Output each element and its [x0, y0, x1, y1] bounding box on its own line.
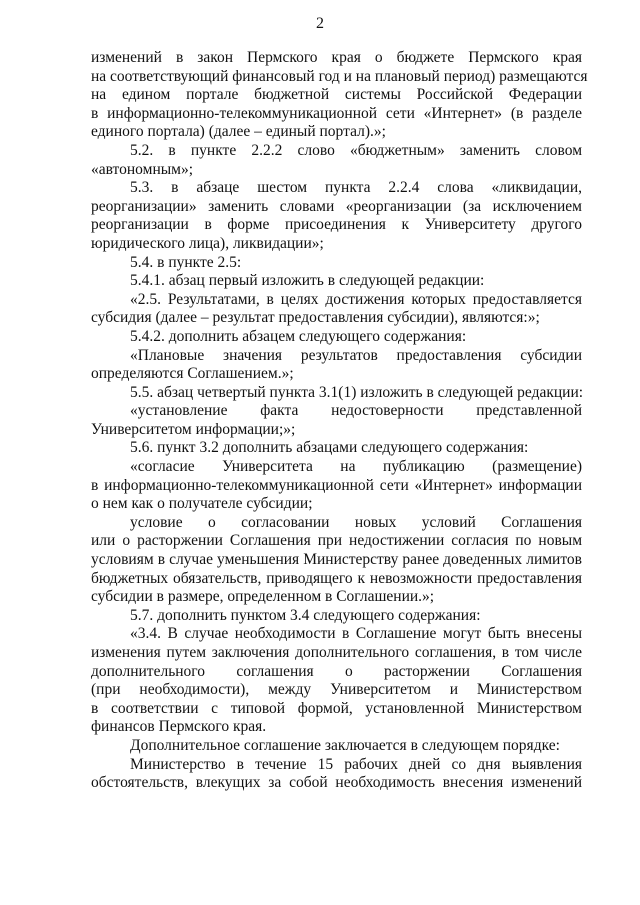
text-line: на соответствующий финансовый год и на плановый период) размещаются — [91, 67, 588, 85]
text-line: 5.4.1. абзац первый изложить в следующей редакции: — [130, 272, 485, 290]
text-line: определяются Соглашением.»; — [91, 365, 294, 383]
text-line: условиям в случае уменьшения Министерству ранее доведенных лимитов — [91, 551, 582, 569]
text-line: в информационно-телекоммуникационной сети «Интернет» информации — [91, 476, 582, 494]
text-line: «автономным»; — [91, 160, 194, 178]
text-line: в соответствии с типовой формой, установленной Министерством — [91, 699, 582, 717]
text-line: Министерство в течение 15 рабочих дней со дня выявления — [130, 755, 582, 773]
text-line: на едином портале бюджетной системы Российской Федерации — [91, 86, 582, 104]
text-line: 5.7. дополнить пунктом 3.4 следующего содержания: — [130, 606, 481, 624]
page-number: 2 — [316, 15, 324, 32]
text-line: изменения путем заключения дополнительного соглашения, в том числе — [91, 644, 582, 661]
text-line: 5.4.2. дополнить абзацем следующего содержания: — [130, 327, 467, 345]
text-line: реорганизации в форме присоединения к Университету другого — [91, 216, 582, 234]
text-line: 5.2. в пункте 2.2.2 слово «бюджетным» заменить словом — [130, 141, 582, 159]
text-line: 5.3. в абзаце шестом пункта 2.2.4 слова «ликвидации, — [130, 179, 582, 197]
text-line: 5.4. в пункте 2.5: — [130, 253, 242, 271]
text-line: «Плановые значения результатов предоставления субсидии — [130, 346, 582, 364]
text-line: изменений в закон Пермского края о бюджете Пермского края — [91, 49, 582, 66]
text-line: финансов Пермского края. — [91, 718, 267, 736]
text-line: 5.6. пункт 3.2 дополнить абзацами следующего содержания: — [130, 439, 529, 457]
text-line: о нем как о получателе субсидии; — [91, 495, 313, 513]
text-line: субсидии в размере, определенном в Соглашении.»; — [91, 588, 435, 606]
text-line: условие о согласовании новых условий Соглашения — [130, 513, 582, 531]
text-line: реорганизации» заменить словами «реорганизации (за исключением — [91, 197, 582, 215]
text-line: единого портала) (далее – единый портал).»; — [91, 123, 386, 141]
text-line: Университетом информации;»; — [91, 420, 296, 438]
text-line: «3.4. В случае необходимости в Соглашение могут быть внесены — [130, 625, 582, 643]
text-line: Дополнительное соглашение заключается в следующем порядке: — [130, 736, 560, 754]
document-body — [91, 49, 588, 793]
text-line: «2.5. Результатами, в целях достижения которых предоставляется — [130, 290, 582, 308]
text-line: (при необходимости), между Университетом и Министерством — [91, 681, 582, 699]
text-line: «согласие Университета на публикацию (размещение) — [130, 458, 582, 476]
text-line: обстоятельств, влекущих за собой необходимость внесения изменений — [91, 774, 582, 792]
text-line: бюджетных обязательств, приводящего к невозможности предоставления — [91, 569, 582, 587]
text-line: «установление факта недостоверности представленной — [130, 402, 582, 420]
text-line: юридического лица), ликвидации»; — [91, 234, 324, 252]
text-line: 5.5. абзац четвертый пункта 3.1(1) изложить в следующей редакции: — [130, 383, 584, 401]
text-line: субсидия (далее – результат предоставления субсидии), являются:»; — [91, 309, 540, 327]
text-line: или о расторжении Соглашения при недостижении согласия по новым — [91, 532, 582, 550]
text-line: дополнительного соглашения о расторжении Соглашения — [91, 662, 582, 680]
text-line: в информационно-телекоммуникационной сети «Интернет» (в разделе — [91, 104, 582, 122]
